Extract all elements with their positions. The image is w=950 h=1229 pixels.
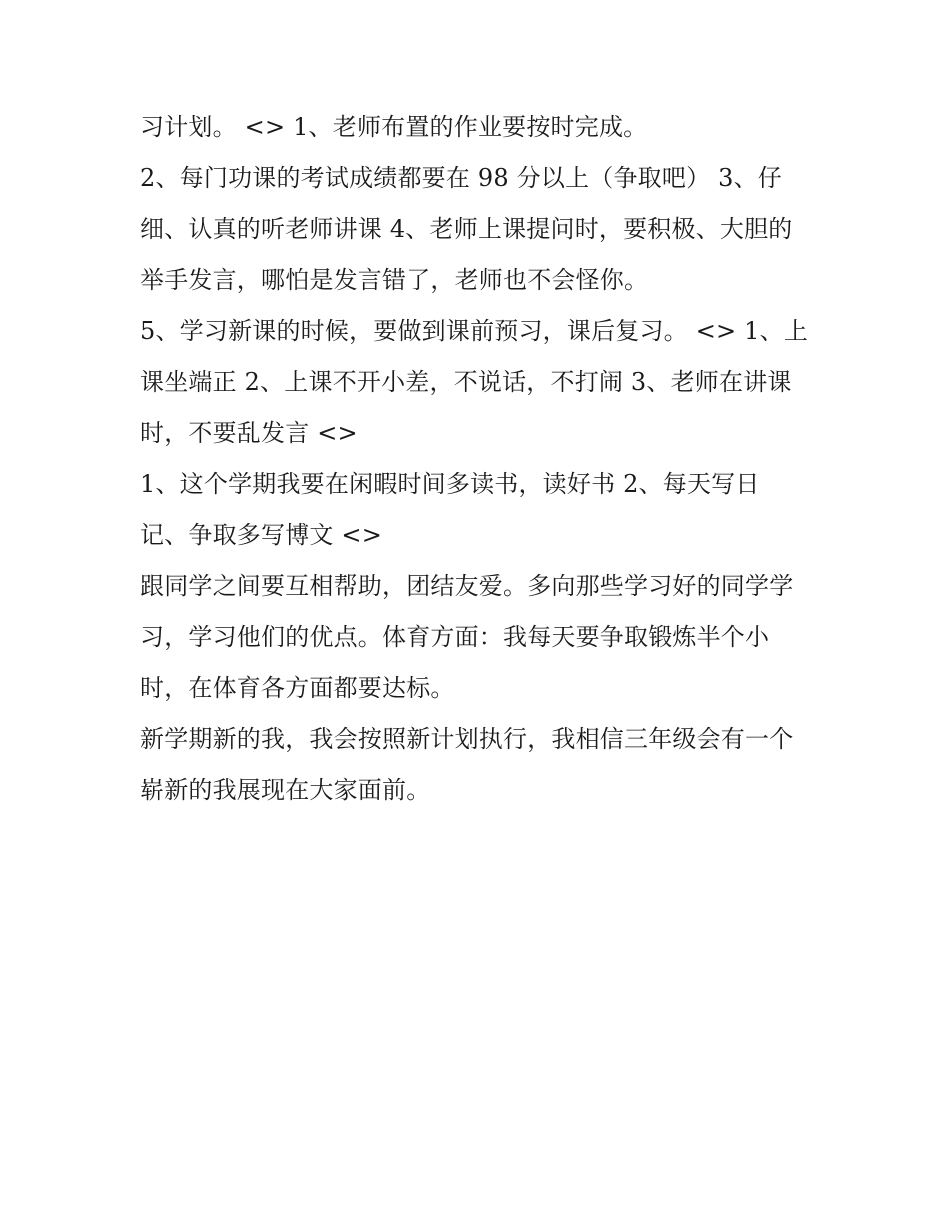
text-line: 跟同学之间要互相帮助，团结友爱。多向那些学习好的同学学: [140, 572, 794, 600]
text-line: 记、争取多写博文 <>: [140, 521, 383, 549]
text-line: 崭新的我展现在大家面前。: [140, 776, 431, 804]
text-line: 新学期新的我，我会按照新计划执行，我相信三年级会有一个: [140, 725, 794, 753]
text-line: 时，在体育各方面都要达标。: [140, 674, 455, 702]
text-line: 2、每门功课的考试成绩都要在 98 分以上（争取吧） 3、仔: [140, 164, 782, 192]
text-line: 举手发言，哪怕是发言错了，老师也不会怪你。: [140, 266, 649, 294]
text-line: 课坐端正 2、上课不开小差，不说话，不打闹 3、老师在讲课: [140, 368, 792, 396]
text-line: 细、认真的听老师讲课 4、老师上课提问时，要积极、大胆的: [140, 215, 793, 243]
text-line: 习，学习他们的优点。体育方面：我每天要争取锻炼半个小: [140, 623, 770, 651]
text-line: 习计划。 <> 1、老师布置的作业要按时完成。: [140, 113, 648, 141]
text-line: 时，不要乱发言 <>: [140, 419, 358, 447]
text-line: 1、这个学期我要在闲暇时间多读书，读好书 2、每天写日: [140, 470, 760, 498]
text-line: 5、学习新课的时候，要做到课前预习，课后复习。 <> 1、上: [140, 317, 809, 345]
document-body: [140, 102, 820, 816]
